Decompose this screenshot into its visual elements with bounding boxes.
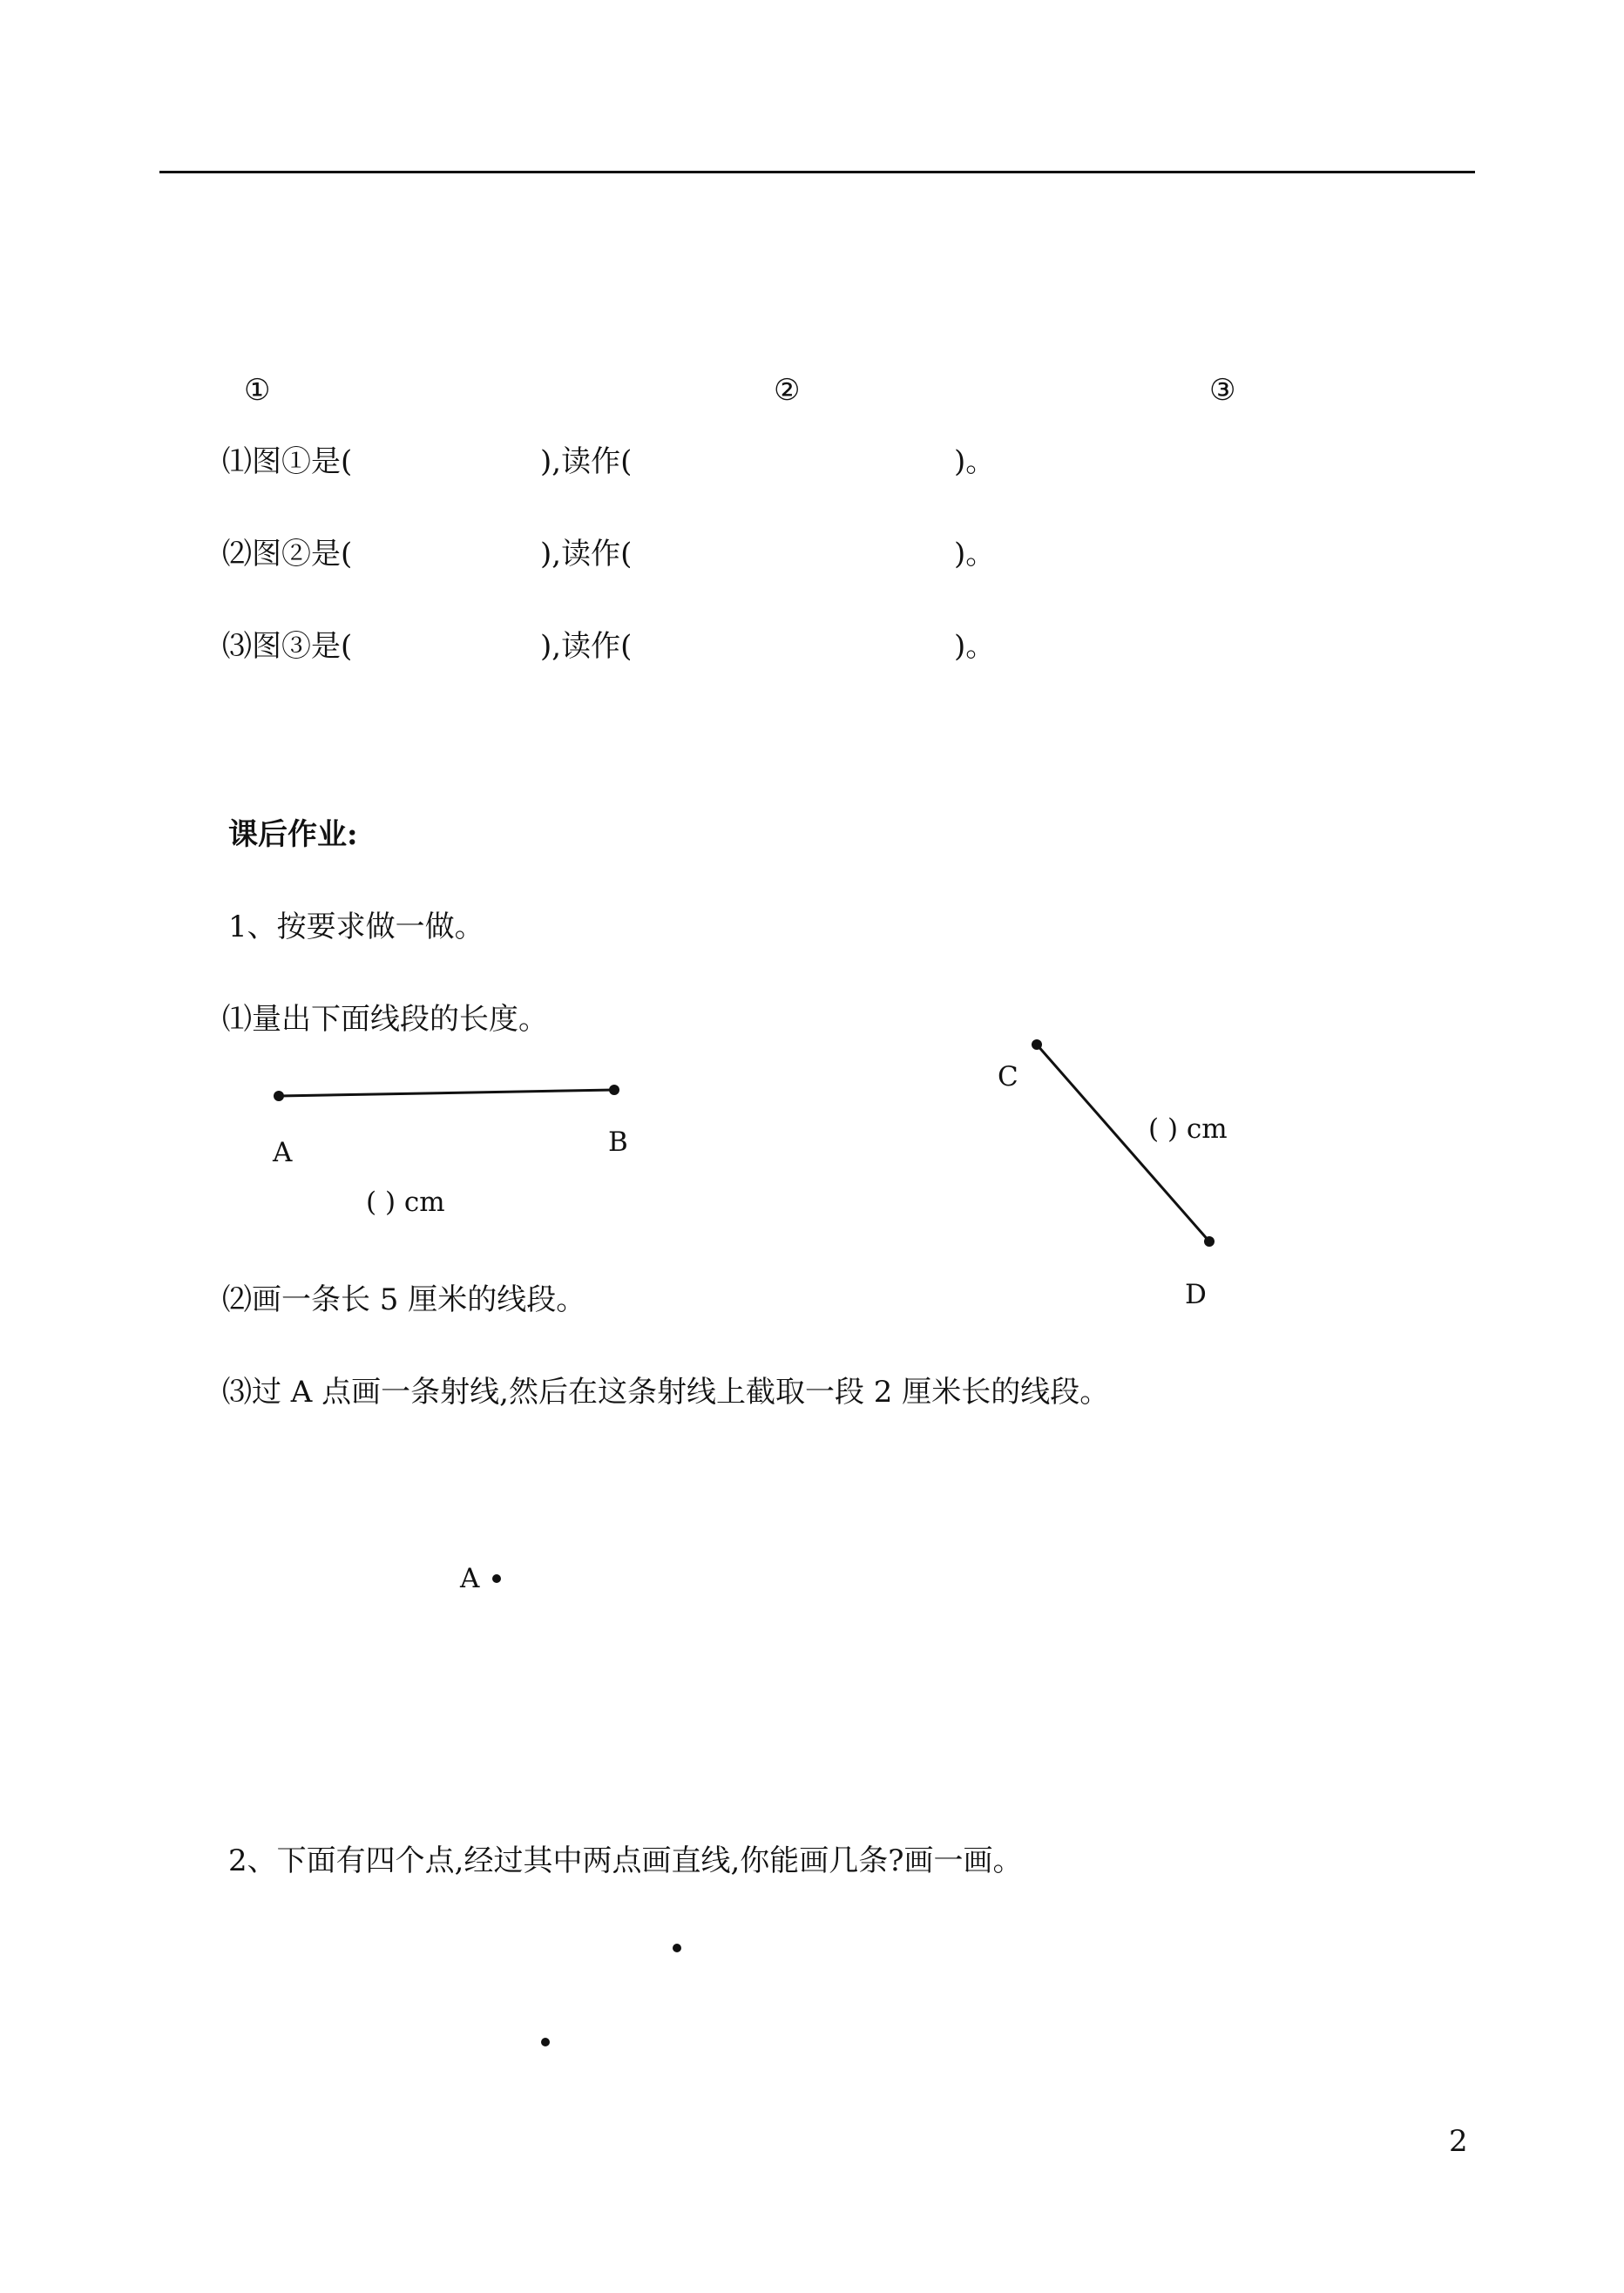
segment-cd-answer: ( ) cm bbox=[1148, 1113, 1228, 1145]
question-2-mid: ),读作( bbox=[540, 537, 633, 572]
segment-cd-label-d: D bbox=[1185, 1279, 1207, 1310]
segment-cd bbox=[1032, 1039, 1215, 1247]
question-2-prefix: ⑵图②是( bbox=[222, 537, 353, 572]
four-points bbox=[541, 1944, 681, 2046]
homework-q1-sub3: ⑶过 A 点画一条射线,然后在这条射线上截取一段 2 厘米长的线段。 bbox=[222, 1375, 1110, 1410]
segment-cd-endpoint-d bbox=[1204, 1236, 1215, 1247]
point-a bbox=[492, 1574, 501, 1583]
point bbox=[541, 2038, 550, 2046]
homework-q2-title: 2、下面有四个点,经过其中两点画直线,你能画几条?画一画。 bbox=[228, 1843, 1023, 1878]
homework-q1-title: 1、按要求做一做。 bbox=[228, 910, 484, 944]
segment-cd-endpoint-c bbox=[1032, 1039, 1042, 1050]
question-3-end: )。 bbox=[954, 629, 996, 664]
segment-cd-label-c: C bbox=[998, 1061, 1018, 1092]
homework-q1-sub1: ⑴量出下面线段的长度。 bbox=[222, 1002, 548, 1037]
segment-ab-endpoint-a bbox=[274, 1091, 284, 1101]
figure-label-3: ③ bbox=[1209, 373, 1236, 408]
question-1-end: )。 bbox=[954, 444, 996, 479]
segment-ab-endpoint-b bbox=[609, 1085, 619, 1095]
point-a-label: A bbox=[460, 1563, 480, 1594]
segment-ab bbox=[274, 1085, 619, 1101]
point bbox=[673, 1944, 681, 1952]
figure-label-2: ② bbox=[774, 373, 801, 408]
question-2-end: )。 bbox=[954, 537, 996, 572]
question-3-mid: ),读作( bbox=[540, 629, 633, 664]
page-number: 2 bbox=[1449, 2124, 1468, 2159]
segment-ab-label-b: B bbox=[608, 1126, 628, 1158]
question-3-prefix: ⑶图③是( bbox=[222, 629, 353, 664]
segment-ab-label-a: A bbox=[273, 1137, 293, 1168]
segment-ab-answer: ( ) cm bbox=[366, 1187, 445, 1218]
figure-label-1: ① bbox=[244, 373, 271, 408]
homework-q1-sub2: ⑵画一条长 5 厘米的线段。 bbox=[222, 1282, 586, 1317]
question-1-prefix: ⑴图①是( bbox=[222, 444, 353, 479]
homework-heading: 课后作业: bbox=[228, 817, 358, 852]
question-1-mid: ),读作( bbox=[540, 444, 633, 479]
